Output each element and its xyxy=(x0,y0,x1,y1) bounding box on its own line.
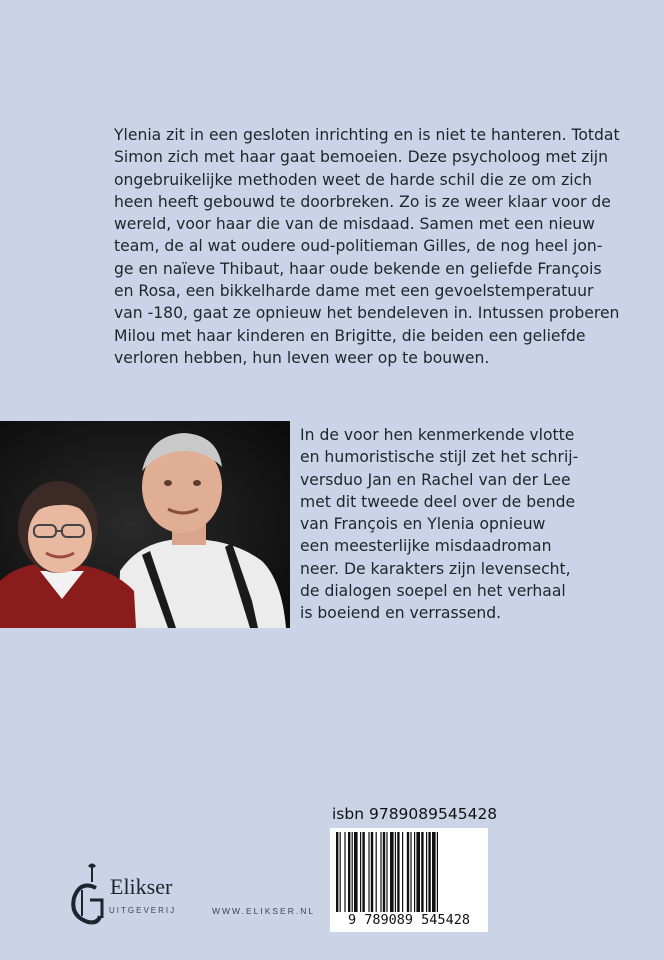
blurb-line: ge en naïeve Thibaut, haar oude bekende en geliefde François xyxy=(114,259,602,278)
barcode-bar xyxy=(336,832,338,918)
blurb-line: wereld, voor haar die van de misdaad. Samen met een nieuw xyxy=(114,215,595,234)
barcode-bar xyxy=(395,832,396,912)
barcode-bar xyxy=(371,832,373,912)
barcode-bar xyxy=(428,832,430,912)
blurb-line: team, de al wat oudere oud-politieman Gilles, de nog heel jon- xyxy=(114,237,603,256)
blurb-line: van -180, gaat ze opnieuw het bendeleven in. Intussen proberen xyxy=(114,304,620,323)
barcode-bar xyxy=(383,832,385,912)
author-bio-line: neer. De karakters zijn levensecht, xyxy=(300,559,571,578)
barcode-bar xyxy=(397,832,399,912)
barcode-bar xyxy=(360,832,361,912)
blurb-line: Milou met haar kinderen en Brigitte, die beiden een geliefde xyxy=(114,326,586,345)
barcode-bar xyxy=(352,832,353,912)
author-bio-line: van François en Ylenia opnieuw xyxy=(300,515,546,534)
barcode-bar xyxy=(386,832,387,912)
barcode-bar xyxy=(348,832,350,912)
author-bio xyxy=(300,424,640,625)
barcode-bar xyxy=(414,832,415,912)
author-photo xyxy=(0,421,290,628)
barcode-bar xyxy=(380,832,381,912)
isbn-barcode xyxy=(330,828,488,932)
author-bio-line: met dit tweede deel over de bende xyxy=(300,492,576,511)
barcode-bar xyxy=(416,832,420,912)
publisher-subtitle: UITGEVERIJ xyxy=(109,906,177,915)
isbn-label: isbn 9789089545428 xyxy=(332,805,498,823)
back-cover-blurb xyxy=(114,124,620,369)
barcode-bar xyxy=(407,832,409,912)
barcode-bar xyxy=(437,832,438,918)
publisher-name: Elikser xyxy=(110,874,173,899)
barcode-bar xyxy=(410,832,411,912)
blurb-line: Simon zich met haar gaat bemoeien. Deze psycholoog met zijn xyxy=(114,148,609,167)
barcode-bar xyxy=(390,832,394,918)
blurb-line: Ylenia zit in een gesloten inrichting en is niet te hanteren. Totdat xyxy=(114,126,620,144)
blurb-line: ongebruikelijke methoden weet de harde schil die ze om zich xyxy=(114,170,593,189)
blurb-line: en Rosa, een bikkelharde dame met een gevoelstemperatuur xyxy=(114,282,594,301)
barcode-bar xyxy=(376,832,377,912)
barcode-bar xyxy=(402,832,403,912)
barcode-bar xyxy=(432,832,436,912)
barcode-digits: 9 789089 545428 xyxy=(330,912,488,928)
author-bio-line: In de voor hen kenmerkende vlotte xyxy=(300,426,575,444)
blurb-line: verloren hebben, hun leven weer op te bouwen. xyxy=(114,348,490,367)
barcode-bar xyxy=(368,832,369,912)
publisher-website: WWW.ELIKSER.NL xyxy=(212,906,316,916)
barcode-bar xyxy=(421,832,423,912)
author-bio-line: een meesterlijke misdaadroman xyxy=(300,537,552,556)
barcode-bar xyxy=(426,832,427,912)
author-bio-line: is boeiend en verrassend. xyxy=(300,604,502,623)
blurb-line: heen heeft gebouwd te doorbreken. Zo is ze weer klaar voor de xyxy=(114,192,611,211)
author-bio-line: en humoristische stijl zet het schrij- xyxy=(300,448,579,467)
barcode-bar xyxy=(344,832,345,912)
barcode-bars xyxy=(330,828,488,918)
author-bio-line: versduo Jan en Rachel van der Lee xyxy=(300,470,571,489)
publisher-logo xyxy=(66,860,206,932)
author-bio-line: de dialogen soepel en het verhaal xyxy=(300,582,566,601)
publisher-monogram-icon xyxy=(66,860,110,932)
barcode-bar xyxy=(362,832,364,912)
barcode-bar xyxy=(354,832,358,912)
barcode-bar xyxy=(340,832,341,918)
author-photo-illustration xyxy=(0,421,290,628)
